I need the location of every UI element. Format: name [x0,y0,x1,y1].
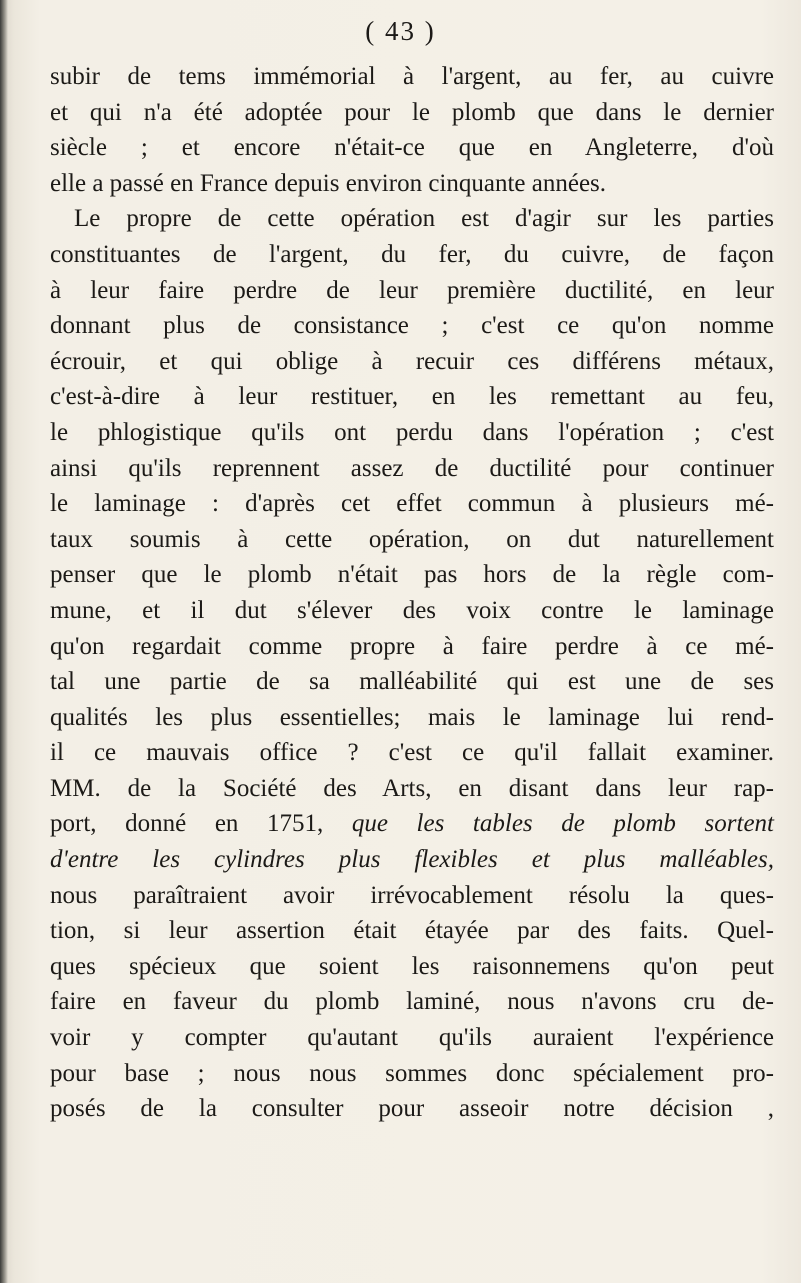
text-line: elle a passé en France depuis environ cinquante années. [50,169,607,197]
text-line: donnant plus de consistance ; c'est ce qu'on nomme [50,312,774,340]
text-line: posés de la consulter pour asseoir notre décision , [50,1095,774,1123]
page-number: ( 43 ) [365,16,436,46]
quoted-italic-line [50,842,774,878]
text-line: ainsi qu'ils reprennent assez de ductilité pour continuer [50,454,774,482]
quoted-italic-segment: d'entre les cylindres plus flexibles et plus malléables, [50,846,774,874]
binding-edge [0,0,8,1283]
text-line: taux soumis à cette opération, on dut naturellement [50,525,774,553]
text-line: qu'on regardait comme propre à faire perdre à ce mé- [50,632,774,660]
text-line: qualités les plus essentielles; mais le laminage lui rend- [50,703,774,731]
text-line: c'est-à-dire à leur restituer, en les remettant au feu, [50,383,774,411]
text-line: subir de tems immémorial à l'argent, au fer, au cuivre [50,63,774,90]
text-line-with-quote [50,806,774,842]
text-line: tal une partie de sa malléabilité qui est une de ses [50,668,774,696]
text-line: il ce mauvais office ? c'est ce qu'il fallait examiner. [50,739,774,767]
text-line: voir y compter qu'autant qu'ils auraient l'expérience [50,1024,774,1052]
text-line: écrouir, et qui oblige à recuir ces différens métaux, [50,347,774,375]
text-line: penser que le plomb n'était pas hors de la règle com- [50,561,774,589]
text-roman-segment: port, donné en 1751, [50,810,352,838]
quoted-italic-segment: que les tables de plomb sortent [351,810,774,838]
text-line: siècle ; et encore n'était-ce que en Angleterre, d'où [50,134,774,162]
text-line: Le propre de cette opération est d'agir sur les parties [74,205,774,233]
text-line: le phlogistique qu'ils ont perdu dans l'opération ; c'est [50,418,774,446]
text-line: constituantes de l'argent, du fer, du cuivre, de façon [50,240,774,268]
text-line: à leur faire perdre de leur première ductilité, en leur [50,276,774,304]
body-text [50,59,774,1127]
text-line: MM. de la Société des Arts, en disant dans leur rap- [50,774,774,802]
text-line: pour base ; nous nous sommes donc spécialement pro- [50,1059,774,1087]
text-line: mune, et il dut s'élever des voix contre le laminage [50,596,774,624]
text-line: le laminage : d'après cet effet commun à plusieurs mé- [50,490,774,518]
text-line: ques spécieux que soient les raisonnemens qu'on peut [50,952,774,980]
text-line: et qui n'a été adoptée pour le plomb que dans le dernier [50,98,774,126]
text-line: nous paraîtraient avoir irrévocablement résolu la ques- [50,881,774,909]
text-line: tion, si leur assertion était étayée par des faits. Quel- [50,917,774,945]
text-line: faire en faveur du plomb laminé, nous n'avons cru de- [50,988,774,1016]
